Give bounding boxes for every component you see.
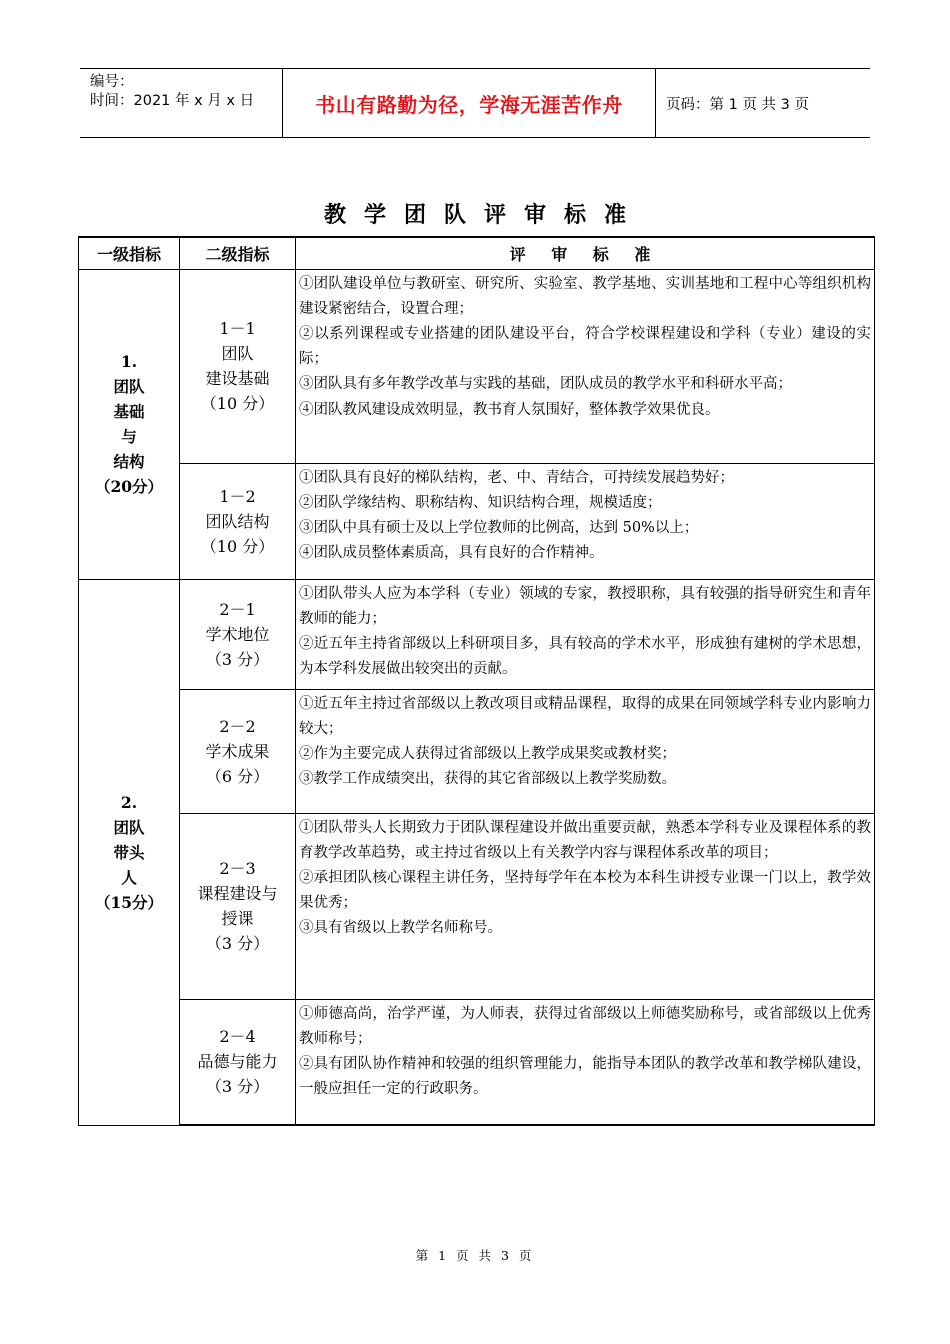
table-row (79, 689, 875, 813)
criteria-item: ②团队学缘结构、职称结构、知识结构合理，规模适度； (299, 494, 662, 511)
second-level-indicator (180, 813, 296, 999)
second-level-line: （3 分） (205, 1077, 270, 1097)
criteria-item: ①近五年主持过省部级以上教改项目或精品课程，取得的成果在同领域学科专业内影响力较大； (299, 695, 871, 737)
second-level-line: 2－4 (219, 1027, 256, 1047)
criteria-item: ②具有团队协作精神和较强的组织管理能力，能指导本团队的教学改革和教学梯队建设，一般应担任一定的行政职务。 (299, 1055, 871, 1098)
first-level-line: 人 (121, 867, 137, 887)
first-level-line: 团队 (113, 377, 145, 396)
criteria-item: ②近五年主持省部级以上科研项目多，具有较高的学术水平，形成独有建树的学术思想，为本学科发展做出较突出的贡献。 (299, 635, 871, 678)
second-level-line: （3 分） (205, 649, 270, 669)
second-level-line: 学术地位 (205, 624, 270, 644)
page-footer: 第 1 页 共 3 页 (415, 1248, 535, 1263)
header-first-level: 一级指标 (79, 237, 180, 269)
second-level-line: 学术成果 (205, 741, 270, 761)
first-level-line: 带头 (113, 842, 145, 862)
header-second-level: 二级指标 (180, 237, 296, 269)
second-level-line: 建设基础 (205, 369, 270, 388)
first-level-indicator (79, 269, 180, 579)
table-row (79, 999, 875, 1125)
criteria-cell (296, 579, 875, 689)
second-level-line: 团队结构 (205, 511, 270, 531)
second-level-line: 1－2 (219, 486, 256, 506)
criteria-item: ②以系列课程或专业搭建的团队建设平台，符合学校课程建设和学科（专业）建设的实际； (299, 325, 871, 368)
criteria-item: ②作为主要完成人获得过省部级以上教学成果奖或教材奖； (299, 745, 676, 762)
document-title: 教学团队评审标准 (323, 203, 644, 228)
header-criteria: 评 审 标 准 (296, 237, 875, 269)
second-level-line: （10 分） (200, 394, 275, 413)
criteria-item: ④团队教风建设成效明显，教书育人氛围好，整体教学效果优良。 (299, 401, 720, 418)
criteria-item: ①师德高尚，治学严谨，为人师表，获得过省部级以上师德奖励称号，或省部级以上优秀教师称号； (299, 1005, 871, 1047)
second-level-line: 团队 (221, 344, 254, 363)
table-body (79, 269, 875, 1125)
criteria-cell (296, 269, 875, 463)
table-header-row (79, 237, 875, 269)
criteria-item: ②承担团队核心课程主讲任务，坚持每学年在本校为本科生讲授专业课一门以上，教学效果优秀； (299, 869, 871, 912)
second-level-indicator (180, 269, 296, 463)
first-level-line: 2. (120, 792, 138, 812)
date-label: 时间：2021 年 x 月 x 日 (90, 93, 255, 109)
criteria-item: ①团队带头人长期致力于团队课程建设并做出重要贡献，熟悉本学科专业及课程体系的教育教学改革趋势，或主持过省级以上有关教学内容与课程体系改革的项目； (299, 819, 871, 861)
criteria-item: ③具有省级以上教学名师称号。 (299, 920, 502, 937)
second-level-line: 课程建设与 (197, 884, 278, 903)
second-level-indicator (180, 689, 296, 813)
first-level-line: 1. (120, 352, 138, 371)
criteria-item: ③团队具有多年教学改革与实践的基础，团队成员的教学水平和科研水平高； (299, 376, 792, 393)
criteria-item: ③教学工作成绩突出，获得的其它省部级以上教学奖励数。 (299, 771, 676, 788)
table-row (79, 579, 875, 689)
first-level-line: 团队 (113, 817, 145, 837)
second-level-line: （6 分） (205, 766, 270, 786)
second-level-indicator (180, 463, 296, 579)
criteria-item: ①团队带头人应为本学科（专业）领域的专家，教授职称，具有较强的指导研究生和青年教师的能力； (299, 585, 871, 627)
table-row (79, 463, 875, 579)
second-level-line: 2－2 (219, 716, 256, 736)
table-row (79, 813, 875, 999)
second-level-line: 2－1 (219, 599, 256, 619)
criteria-table (78, 236, 875, 1126)
header-motto: 书山有路勤为径，学海无涯苦作舟 (282, 69, 656, 137)
header-page-info: 页码：第 1 页 共 3 页 (666, 96, 809, 113)
table-row (79, 269, 875, 463)
second-level-indicator (180, 579, 296, 689)
second-level-indicator (180, 999, 296, 1125)
criteria-cell (296, 999, 875, 1125)
second-level-line: 品德与能力 (197, 1052, 278, 1072)
criteria-cell (296, 689, 875, 813)
criteria-item: ③团队中具有硕士及以上学位教师的比例高，达到 50%以上； (299, 519, 699, 536)
second-level-line: （10 分） (200, 536, 275, 556)
second-level-line: 2－3 (219, 859, 256, 878)
second-level-line: 授课 (221, 909, 254, 928)
code-label: 编号： (90, 74, 134, 90)
criteria-item: ①团队具有良好的梯队结构，老、中、青结合，可持续发展趋势好； (299, 469, 734, 486)
first-level-line: （20分） (94, 477, 164, 496)
criteria-cell (296, 813, 875, 999)
header-meta (80, 69, 282, 137)
first-level-line: 基础 (113, 402, 145, 421)
first-level-line: （15分） (94, 892, 164, 912)
first-level-indicator (79, 579, 180, 1125)
criteria-cell (296, 463, 875, 579)
criteria-item: ④团队成员整体素质高，具有良好的合作精神。 (299, 545, 604, 562)
second-level-line: 1－1 (219, 319, 256, 338)
first-level-line: 结构 (113, 452, 145, 471)
criteria-item: ①团队建设单位与教研室、研究所、实验室、教学基地、实训基地和工程中心等组织机构建设紧密结合，设置合理； (299, 275, 871, 317)
document-header (80, 68, 870, 138)
first-level-line: 与 (121, 427, 137, 446)
second-level-line: （3 分） (205, 934, 270, 953)
